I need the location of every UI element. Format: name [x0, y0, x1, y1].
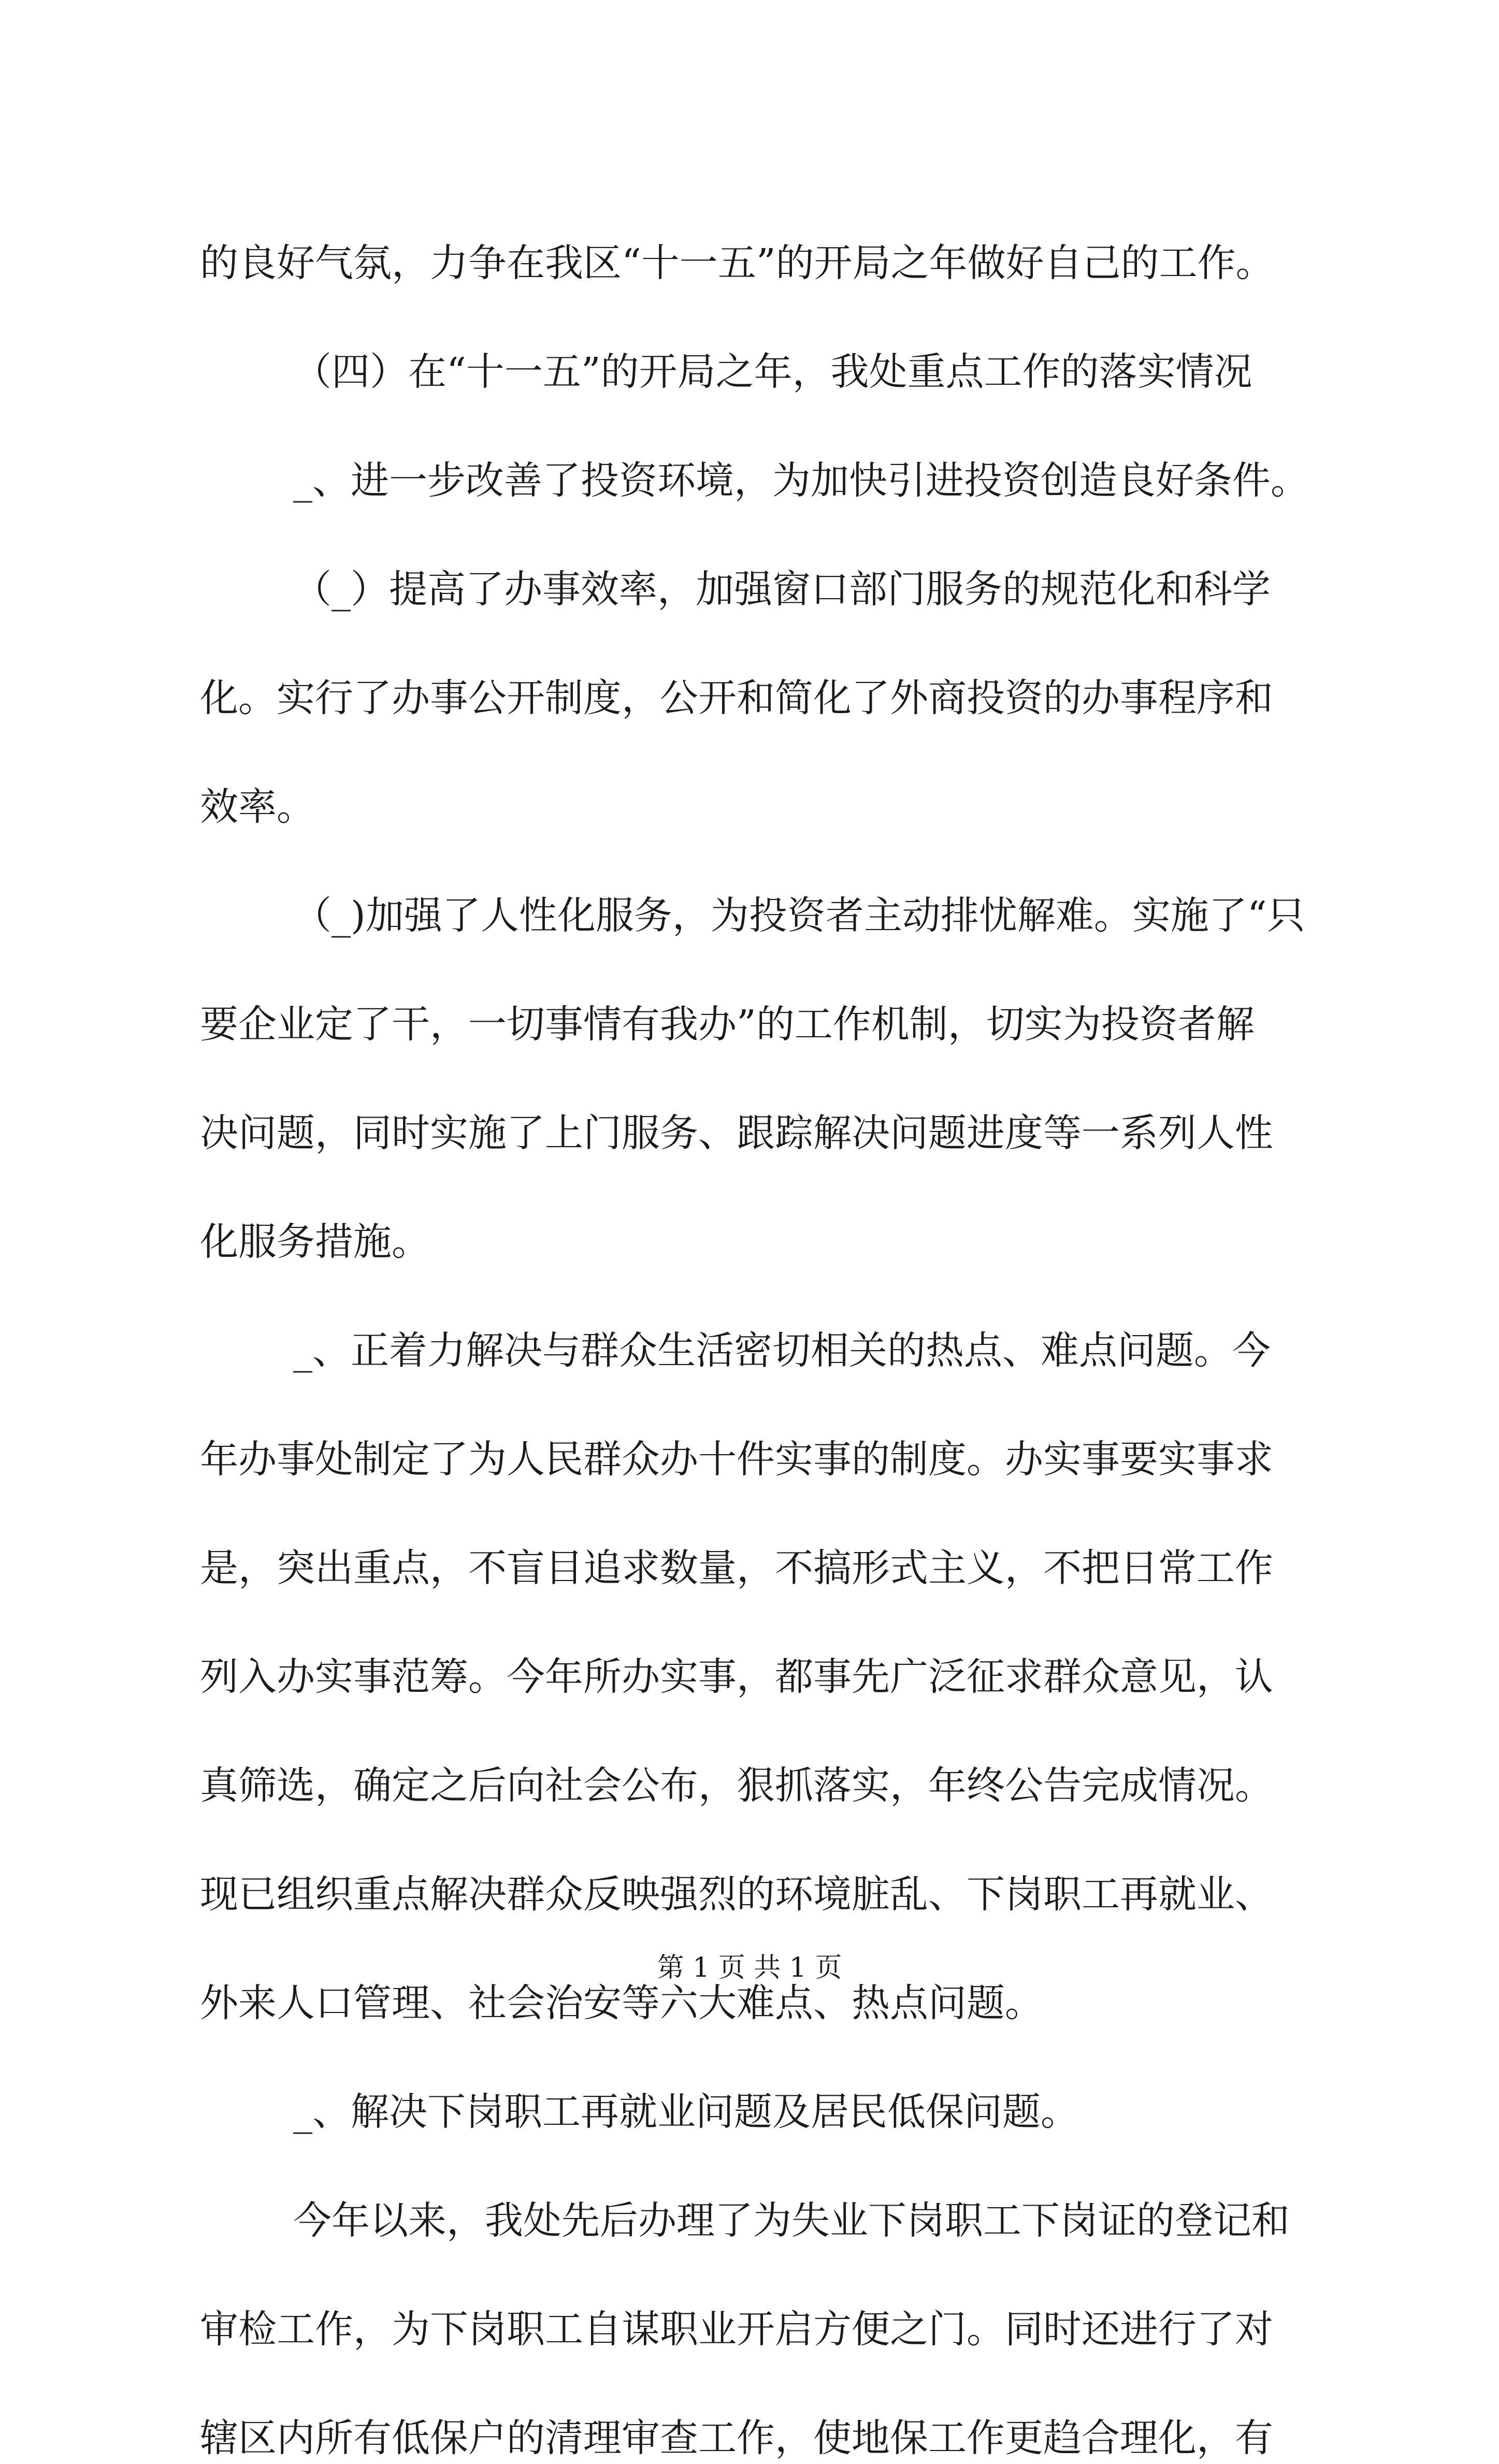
paragraph-line: 列入办实事范筹。今年所办实事，都事先广泛征求群众意见，认 [200, 1655, 1273, 1699]
paragraph-line: 化。实行了办事公开制度，公开和简化了外商投资的办事程序和 [200, 676, 1273, 720]
paragraph-line: 今年以来，我处先后办理了为失业下岗职工下岗证的登记和 [293, 2198, 1290, 2243]
paragraph-line: 年办事处制定了为人民群众办十件实事的制度。办实事要实事求 [200, 1437, 1273, 1482]
paragraph-line: _、解决下岗职工再就业问题及居民低保问题。 [293, 2090, 1079, 2134]
paragraph-line: 审检工作，为下岗职工自谋职业开启方便之门。同时还进行了对 [200, 2307, 1273, 2352]
section-heading: （四）在“十一五”的开局之年，我处重点工作的落实情况 [293, 350, 1252, 394]
paragraph-line: 真筛选，确定之后向社会公布，狠抓落实，年终公告完成情况。 [200, 1763, 1273, 1808]
paragraph-line: 是，突出重点，不盲目追求数量，不搞形式主义，不把日常工作 [200, 1546, 1273, 1590]
paragraph-line: 效率。 [200, 785, 315, 829]
paragraph-line: 要企业定了干，一切事情有我办”的工作机制，切实为投资者解 [200, 1002, 1255, 1047]
paragraph-line: _、正着力解决与群众生活密切相关的热点、难点问题。今 [293, 1328, 1271, 1373]
page-number-footer: 第 1 页 共 1 页 [657, 1952, 842, 1983]
paragraph-line: （_)加强了人性化服务，为投资者主动排忧解难。实施了“只 [293, 893, 1305, 938]
paragraph-line: 化服务措施。 [200, 1220, 430, 1264]
paragraph-line: 辖区内所有低保户的清理审查工作，使地保工作更趋合理化，有 [200, 2416, 1273, 2460]
paragraph-line: _、进一步改善了投资环境，为加快引进投资创造良好条件。 [293, 458, 1309, 503]
paragraph-line: 的良好气氛，力争在我区“十一五”的开局之年做好自己的工作。 [200, 241, 1274, 285]
paragraph-line: 外来人口管理、社会治安等六大难点、热点问题。 [200, 1981, 1043, 2025]
paragraph-line: 决问题，同时实施了上门服务、跟踪解决问题进度等一系列人性 [200, 1111, 1273, 1155]
paragraph-line: 现已组织重点解决群众反映强烈的环境脏乱、下岗职工再就业、 [200, 1872, 1273, 1917]
paragraph-line: （_）提高了办事效率，加强窗口部门服务的规范化和科学 [293, 567, 1271, 612]
